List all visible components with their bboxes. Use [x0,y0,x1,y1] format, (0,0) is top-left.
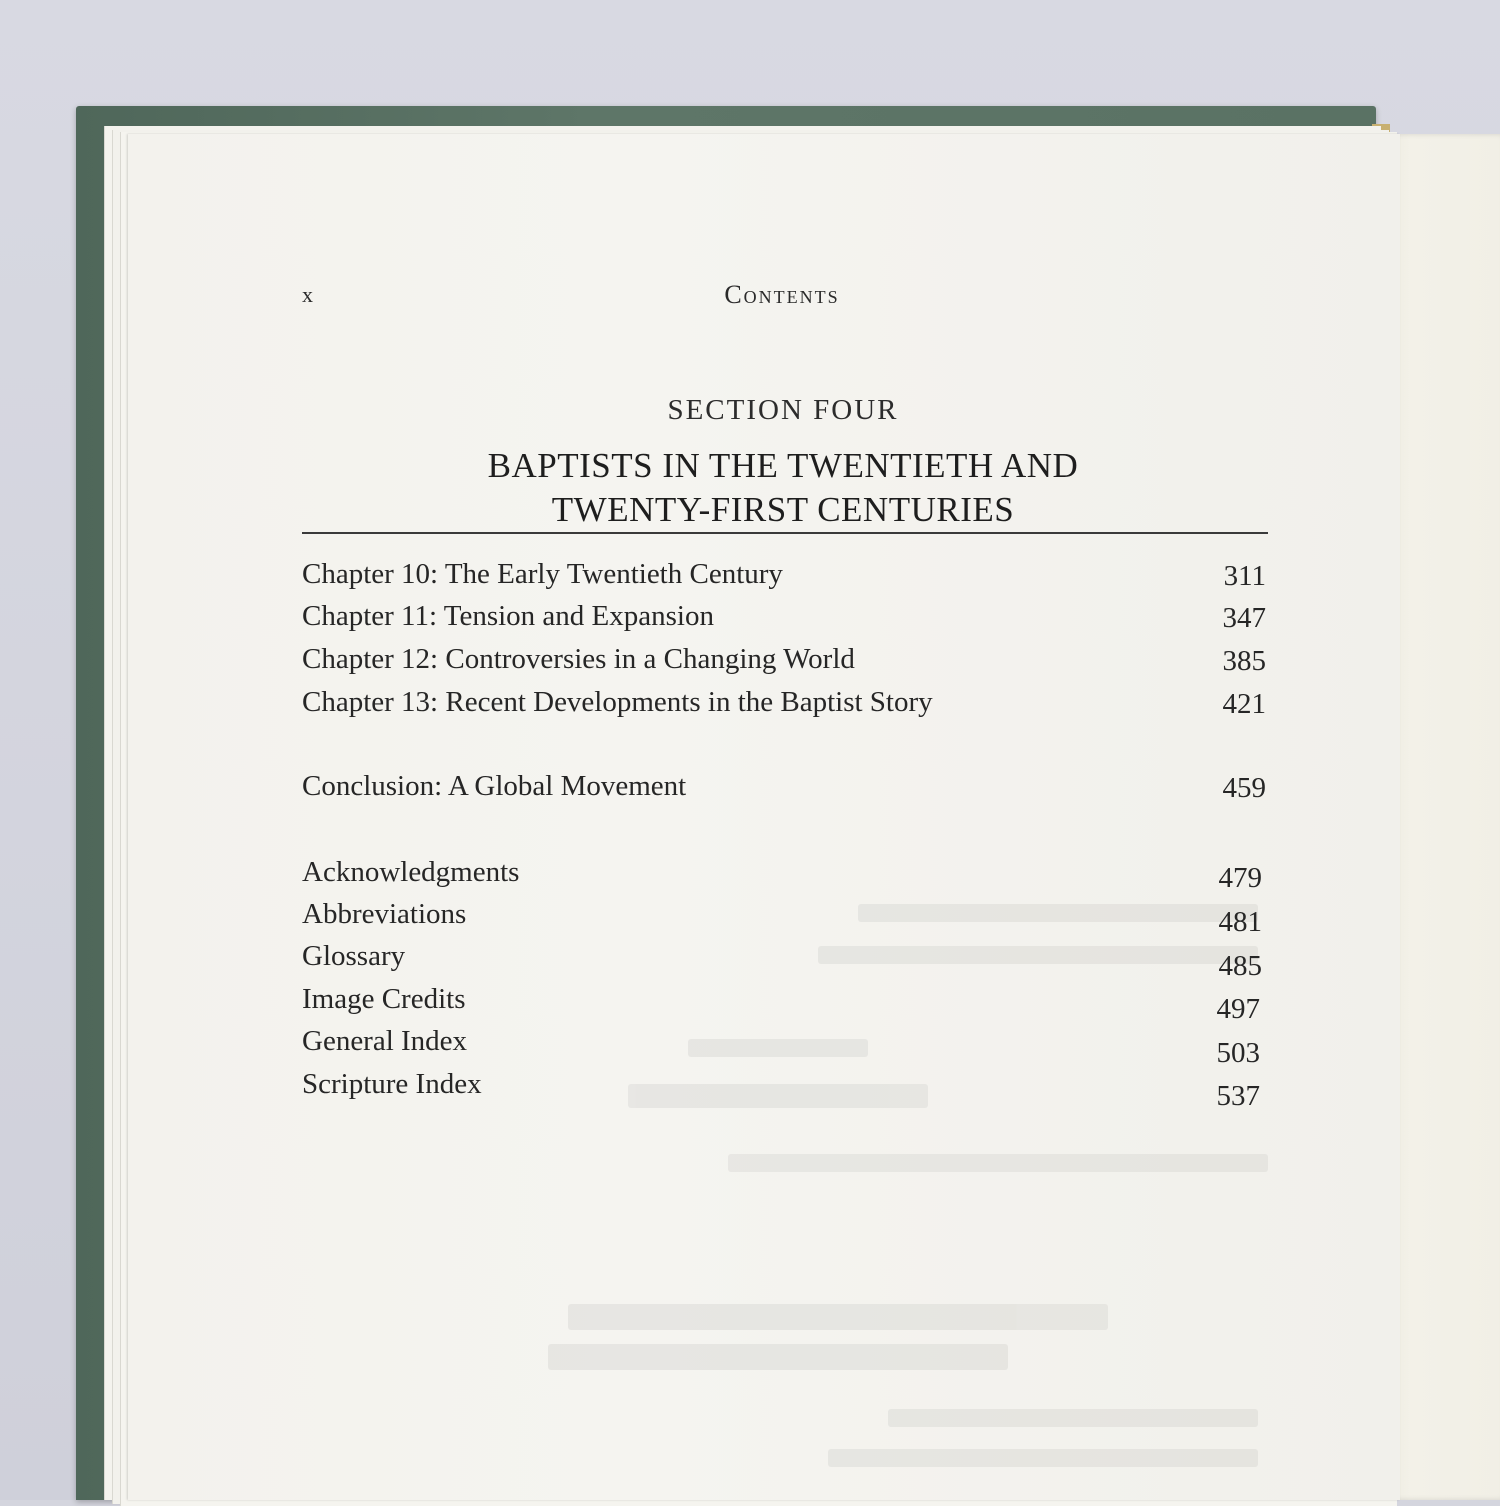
toc-entry-title: Chapter 13: Recent Developments in the Baptist Story [302,686,933,718]
toc-entry-title: Chapter 10: The Early Twentieth Century [302,558,783,590]
toc-entry-title: Conclusion: A Global Movement [302,770,687,802]
toc-entry-conclusion[interactable] [302,770,1266,810]
toc-entry-page: 497 [1216,993,1260,1025]
toc-entry-chapter-10[interactable] [302,558,1266,598]
section-title-line: TWENTY-FIRST CENTURIES [551,490,1015,529]
toc-entry-acknowledgments[interactable] [302,856,1266,896]
toc-entry-title: Glossary [302,940,406,972]
toc-entry-page: 485 [1218,950,1262,982]
toc-entry-chapter-12[interactable] [302,643,1266,683]
toc-entry-page: 385 [1222,645,1266,677]
toc-entry-page: 421 [1222,688,1266,720]
section-rule [302,532,1268,534]
toc-entry-title: General Index [302,1025,468,1057]
section-title [328,444,1238,532]
section-title-line: BAPTISTS IN THE TWENTIETH AND [487,446,1079,485]
toc-entry-glossary[interactable] [302,940,1266,980]
toc-entry-title: Abbreviations [302,898,467,930]
toc-entry-scripture-index[interactable] [302,1068,1266,1112]
section-label: SECTION FOUR [667,394,899,426]
toc-entry-page: 347 [1222,602,1266,634]
toc-entry-image-credits[interactable] [302,983,1266,1023]
show-through [128,134,1400,1500]
running-head: Contents [724,280,840,309]
toc-entry-chapter-11[interactable] [302,600,1266,640]
toc-entry-title: Image Credits [302,983,466,1015]
toc-entry-page: 459 [1222,772,1266,804]
toc-entry-page: 503 [1216,1037,1260,1069]
contents-page [128,134,1400,1500]
toc-entry-title: Scripture Index [302,1068,482,1100]
toc-entry-title: Chapter 12: Controversies in a Changing World [302,643,855,675]
page-number: x [302,282,313,307]
toc-entry-page: 537 [1216,1080,1260,1112]
toc-entry-abbreviations[interactable] [302,898,1266,938]
toc-entry-page: 479 [1218,862,1262,894]
toc-entry-general-index[interactable] [302,1025,1266,1069]
toc-entry-title: Acknowledgments [302,856,520,888]
toc-entry-page: 481 [1218,906,1262,938]
toc-entry-page: 311 [1223,560,1266,592]
toc-entry-chapter-13[interactable] [302,686,1266,726]
toc-entry-title: Chapter 11: Tension and Expansion [302,600,714,632]
